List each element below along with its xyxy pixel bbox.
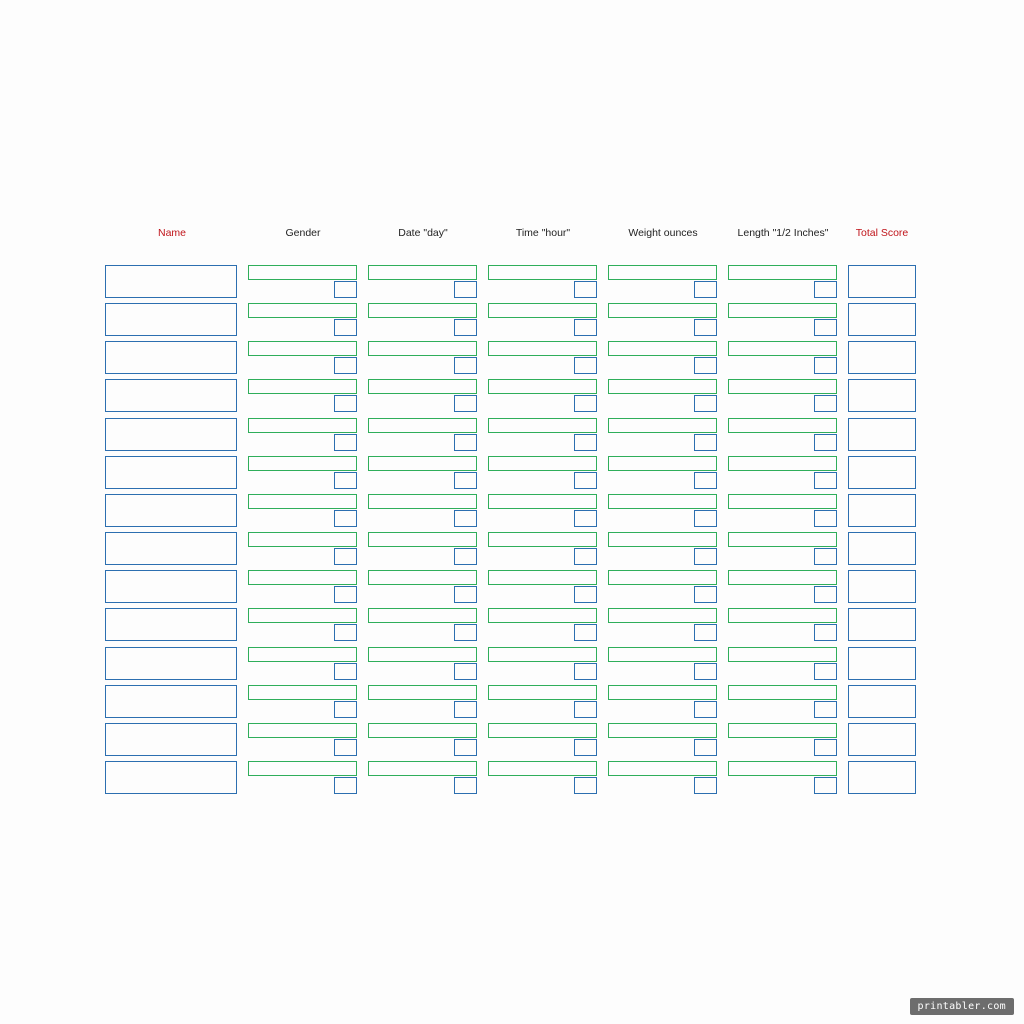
time-points-box[interactable] [574, 395, 597, 412]
weight-points-box[interactable] [694, 281, 717, 298]
name-box[interactable] [105, 647, 237, 680]
time-guess-field[interactable] [488, 647, 597, 662]
length-guess-field[interactable] [728, 456, 837, 471]
time-points-box[interactable] [574, 434, 597, 451]
length-guess-field[interactable] [728, 341, 837, 356]
time-points-box[interactable] [574, 777, 597, 794]
date-points-box[interactable] [454, 319, 477, 336]
length-points-box[interactable] [814, 472, 837, 489]
header-gender: Gender [285, 227, 321, 239]
date-guess-field[interactable] [368, 647, 477, 662]
time-points-box[interactable] [574, 510, 597, 527]
date-points-box[interactable] [454, 586, 477, 603]
length-points-box[interactable] [814, 395, 837, 412]
name-box[interactable] [105, 418, 237, 451]
weight-points-box[interactable] [694, 624, 717, 641]
date-guess-field[interactable] [368, 532, 477, 547]
date-guess-field[interactable] [368, 723, 477, 738]
name-box[interactable] [105, 761, 237, 794]
gender-guess-field[interactable] [248, 341, 357, 356]
length-points-box[interactable] [814, 586, 837, 603]
length-guess-field[interactable] [728, 303, 837, 318]
weight-guess-field[interactable] [608, 570, 717, 585]
length-guess-field[interactable] [728, 265, 837, 280]
length-guess-field[interactable] [728, 379, 837, 394]
date-guess-field[interactable] [368, 265, 477, 280]
total-score-box[interactable] [848, 608, 916, 641]
weight-points-box[interactable] [694, 663, 717, 680]
date-guess-field[interactable] [368, 456, 477, 471]
name-box[interactable] [105, 723, 237, 756]
time-points-box[interactable] [574, 357, 597, 374]
date-guess-field[interactable] [368, 761, 477, 776]
header-name: Name [157, 227, 186, 239]
weight-guess-field[interactable] [608, 303, 717, 318]
length-points-box[interactable] [814, 777, 837, 794]
weight-guess-field[interactable] [608, 494, 717, 509]
gender-points-box[interactable] [334, 777, 357, 794]
time-guess-field[interactable] [488, 303, 597, 318]
weight-points-box[interactable] [694, 586, 717, 603]
weight-guess-field[interactable] [608, 532, 717, 547]
gender-points-box[interactable] [334, 319, 357, 336]
total-score-box[interactable] [848, 532, 916, 565]
total-score-box[interactable] [848, 685, 916, 718]
time-guess-field[interactable] [488, 723, 597, 738]
date-points-box[interactable] [454, 701, 477, 718]
weight-points-box[interactable] [694, 701, 717, 718]
date-points-box[interactable] [454, 739, 477, 756]
name-box[interactable] [105, 494, 237, 527]
weight-points-box[interactable] [694, 434, 717, 451]
name-box[interactable] [105, 341, 237, 374]
header-total-score: Total Score [855, 227, 909, 239]
length-guess-field[interactable] [728, 647, 837, 662]
date-guess-field[interactable] [368, 685, 477, 700]
watermark: printabler.com [910, 998, 1015, 1015]
weight-points-box[interactable] [694, 510, 717, 527]
gender-points-box[interactable] [334, 281, 357, 298]
time-points-box[interactable] [574, 281, 597, 298]
time-guess-field[interactable] [488, 265, 597, 280]
length-points-box[interactable] [814, 357, 837, 374]
time-points-box[interactable] [574, 624, 597, 641]
time-guess-field[interactable] [488, 494, 597, 509]
weight-guess-field[interactable] [608, 608, 717, 623]
total-score-box[interactable] [848, 723, 916, 756]
gender-guess-field[interactable] [248, 456, 357, 471]
weight-guess-field[interactable] [608, 418, 717, 433]
time-guess-field[interactable] [488, 418, 597, 433]
name-box[interactable] [105, 379, 237, 412]
gender-points-box[interactable] [334, 701, 357, 718]
gender-guess-field[interactable] [248, 761, 357, 776]
time-points-box[interactable] [574, 739, 597, 756]
weight-guess-field[interactable] [608, 456, 717, 471]
date-points-box[interactable] [454, 434, 477, 451]
name-box[interactable] [105, 532, 237, 565]
length-guess-field[interactable] [728, 570, 837, 585]
name-box[interactable] [105, 303, 237, 336]
total-score-box[interactable] [848, 456, 916, 489]
date-points-box[interactable] [454, 472, 477, 489]
gender-guess-field[interactable] [248, 570, 357, 585]
time-guess-field[interactable] [488, 456, 597, 471]
length-points-box[interactable] [814, 701, 837, 718]
date-points-box[interactable] [454, 395, 477, 412]
weight-points-box[interactable] [694, 395, 717, 412]
time-guess-field[interactable] [488, 685, 597, 700]
time-points-box[interactable] [574, 548, 597, 565]
time-points-box[interactable] [574, 586, 597, 603]
date-guess-field[interactable] [368, 494, 477, 509]
weight-guess-field[interactable] [608, 723, 717, 738]
time-guess-field[interactable] [488, 379, 597, 394]
total-score-box[interactable] [848, 341, 916, 374]
gender-points-box[interactable] [334, 434, 357, 451]
date-points-box[interactable] [454, 624, 477, 641]
weight-points-box[interactable] [694, 548, 717, 565]
time-guess-field[interactable] [488, 761, 597, 776]
time-points-box[interactable] [574, 472, 597, 489]
name-box[interactable] [105, 456, 237, 489]
gender-points-box[interactable] [334, 357, 357, 374]
gender-points-box[interactable] [334, 472, 357, 489]
length-points-box[interactable] [814, 434, 837, 451]
weight-guess-field[interactable] [608, 685, 717, 700]
weight-guess-field[interactable] [608, 265, 717, 280]
time-guess-field[interactable] [488, 608, 597, 623]
total-score-box[interactable] [848, 494, 916, 527]
total-score-box[interactable] [848, 303, 916, 336]
weight-guess-field[interactable] [608, 341, 717, 356]
weight-guess-field[interactable] [608, 647, 717, 662]
gender-guess-field[interactable] [248, 418, 357, 433]
date-guess-field[interactable] [368, 303, 477, 318]
length-guess-field[interactable] [728, 418, 837, 433]
time-points-box[interactable] [574, 701, 597, 718]
total-score-box[interactable] [848, 418, 916, 451]
header-date: Date "day" [398, 227, 448, 239]
date-points-box[interactable] [454, 510, 477, 527]
name-box[interactable] [105, 685, 237, 718]
date-guess-field[interactable] [368, 341, 477, 356]
gender-guess-field[interactable] [248, 379, 357, 394]
time-guess-field[interactable] [488, 341, 597, 356]
gender-points-box[interactable] [334, 586, 357, 603]
date-points-box[interactable] [454, 777, 477, 794]
header-time: Time "hour" [515, 227, 571, 239]
length-points-box[interactable] [814, 663, 837, 680]
gender-guess-field[interactable] [248, 608, 357, 623]
weight-guess-field[interactable] [608, 379, 717, 394]
length-guess-field[interactable] [728, 685, 837, 700]
name-box[interactable] [105, 608, 237, 641]
weight-points-box[interactable] [694, 739, 717, 756]
length-guess-field[interactable] [728, 494, 837, 509]
gender-points-box[interactable] [334, 395, 357, 412]
date-points-box[interactable] [454, 357, 477, 374]
time-guess-field[interactable] [488, 532, 597, 547]
gender-guess-field[interactable] [248, 303, 357, 318]
date-points-box[interactable] [454, 281, 477, 298]
gender-guess-field[interactable] [248, 685, 357, 700]
gender-guess-field[interactable] [248, 723, 357, 738]
total-score-box[interactable] [848, 265, 916, 298]
weight-points-box[interactable] [694, 777, 717, 794]
name-box[interactable] [105, 570, 237, 603]
length-points-box[interactable] [814, 319, 837, 336]
date-guess-field[interactable] [368, 608, 477, 623]
length-guess-field[interactable] [728, 608, 837, 623]
weight-points-box[interactable] [694, 319, 717, 336]
total-score-box[interactable] [848, 761, 916, 794]
time-guess-field[interactable] [488, 570, 597, 585]
total-score-box[interactable] [848, 570, 916, 603]
header-weight: Weight ounces [628, 227, 698, 239]
header-length: Length "1/2 Inches" [737, 227, 829, 239]
gender-points-box[interactable] [334, 663, 357, 680]
date-guess-field[interactable] [368, 379, 477, 394]
gender-points-box[interactable] [334, 510, 357, 527]
date-guess-field[interactable] [368, 418, 477, 433]
gender-guess-field[interactable] [248, 494, 357, 509]
length-points-box[interactable] [814, 510, 837, 527]
total-score-box[interactable] [848, 379, 916, 412]
weight-points-box[interactable] [694, 472, 717, 489]
date-points-box[interactable] [454, 548, 477, 565]
gender-guess-field[interactable] [248, 532, 357, 547]
weight-guess-field[interactable] [608, 761, 717, 776]
length-points-box[interactable] [814, 548, 837, 565]
date-points-box[interactable] [454, 663, 477, 680]
length-guess-field[interactable] [728, 532, 837, 547]
length-points-box[interactable] [814, 624, 837, 641]
date-guess-field[interactable] [368, 570, 477, 585]
gender-points-box[interactable] [334, 739, 357, 756]
length-points-box[interactable] [814, 281, 837, 298]
length-guess-field[interactable] [728, 723, 837, 738]
name-box[interactable] [105, 265, 237, 298]
time-points-box[interactable] [574, 663, 597, 680]
gender-points-box[interactable] [334, 548, 357, 565]
weight-points-box[interactable] [694, 357, 717, 374]
time-points-box[interactable] [574, 319, 597, 336]
gender-guess-field[interactable] [248, 265, 357, 280]
length-guess-field[interactable] [728, 761, 837, 776]
length-points-box[interactable] [814, 739, 837, 756]
gender-points-box[interactable] [334, 624, 357, 641]
gender-guess-field[interactable] [248, 647, 357, 662]
total-score-box[interactable] [848, 647, 916, 680]
